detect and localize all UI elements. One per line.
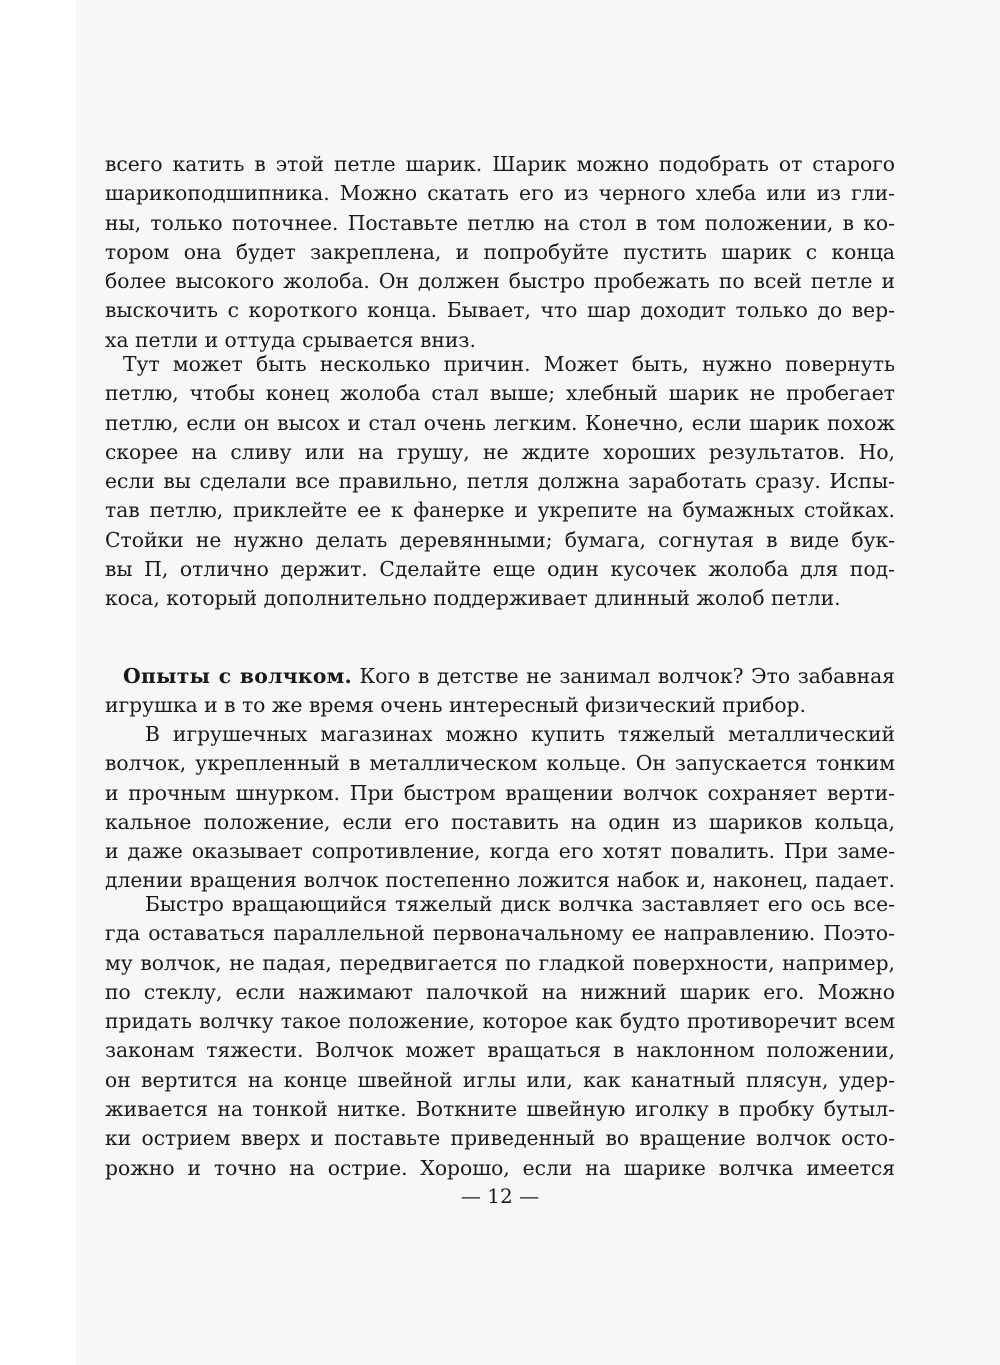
text-line: если вы сделали все правильно, петля должна заработать сразу. Испы-	[105, 469, 895, 494]
text-line: Быстро вращающийся тяжелый диск волчка заставляет его ось все-	[145, 892, 895, 916]
text-line: му волчок, не падая, передвигается по гладкой поверхности, например,	[105, 950, 895, 975]
text-line: коса, который дополнительно поддерживает длинный жолоб петли.	[105, 586, 841, 611]
text-line: всего катить в этой петле шарик. Шарик можно подобрать от старого	[105, 152, 895, 176]
text-line: рожно и точно на острие. Хорошо, если на шарике волчка имеется	[105, 1155, 895, 1180]
text-line	[105, 662, 895, 691]
text-line: игрушка и в то же время очень интересный физический прибор.	[105, 693, 806, 718]
paragraph-4	[105, 720, 895, 896]
paragraph-3	[105, 662, 895, 721]
text-line: петлю, чтобы конец жолоба стал выше; хлебный шарик не пробегает	[105, 381, 895, 406]
paragraph-1	[105, 150, 895, 355]
text-line: скорее на сливу или на грушу, не ждите хороших результатов. Но,	[105, 439, 895, 464]
text-line: ха петли и оттуда срывается вниз.	[105, 327, 476, 352]
text-line: петлю, если он высох и стал очень легким. Конечно, если шарик похож	[105, 410, 895, 435]
section-heading: Опыты с волчком.	[123, 664, 352, 688]
paragraph-5	[105, 890, 895, 1183]
text-line: ки острием вверх и поставьте приведенный во вращение волчок осто-	[105, 1126, 895, 1151]
text-line: по стеклу, если нажимают палочкой на нижний шарик его. Можно	[105, 979, 895, 1004]
text-line: длении вращения волчок постепенно ложится набок и, наконец, падает.	[105, 868, 895, 893]
text-line: и прочным шнурком. При быстром вращении волчок сохраняет верти-	[105, 780, 895, 805]
text-line: вы П, отлично держит. Сделайте еще один кусочек жолоба для под-	[105, 557, 895, 582]
text-line: выскочить с короткого конца. Бывает, что шар доходит только до вер-	[105, 298, 895, 323]
paragraph-2	[105, 350, 895, 614]
text-line: ны, только поточнее. Поставьте петлю на стол в том положении, в ко-	[105, 210, 895, 235]
heading-line-text: Кого в детстве не занимал волчок? Это забавная	[359, 664, 895, 688]
text-line: шарикоподшипника. Можно скатать его из черного хлеба или из гли-	[105, 181, 895, 206]
text-line: живается на тонкой нитке. Воткните швейную иголку в пробку бутыл-	[105, 1097, 895, 1122]
text-line: тав петлю, приклейте ее к фанерке и укрепите на бумажных стойках.	[105, 498, 895, 523]
text-line: волчок, укрепленный в металлическом кольце. Он запускается тонким	[105, 751, 895, 776]
text-line: он вертится на конце швейной иглы или, как канатный плясун, удер-	[105, 1067, 895, 1092]
text-line: гда оставаться параллельной первоначальному ее направлению. Поэто-	[105, 921, 895, 946]
text-line: более высокого жолоба. Он должен быстро пробежать по всей петле и	[105, 269, 895, 294]
text-line: и даже оказывает сопротивление, когда его хотят повалить. При заме-	[105, 839, 895, 864]
text-line: В игрушечных магазинах можно купить тяжелый металлический	[145, 722, 895, 746]
text-line: Тут может быть несколько причин. Может быть, нужно повернуть	[123, 352, 895, 376]
text-line: законам тяжести. Волчок может вращаться в наклонном положении,	[105, 1038, 895, 1063]
text-line: придать волчку такое положение, которое как будто противоречит всем	[105, 1009, 895, 1034]
page-number: — 12 —	[460, 1184, 540, 1208]
text-line: Стойки не нужно делать деревянными; бумага, согнутая в виде бук-	[105, 527, 895, 552]
text-line: кальное положение, если его поставить на один из шариков кольца,	[105, 809, 895, 834]
text-line: тором она будет закреплена, и попробуйте пустить шарик с конца	[105, 239, 895, 264]
